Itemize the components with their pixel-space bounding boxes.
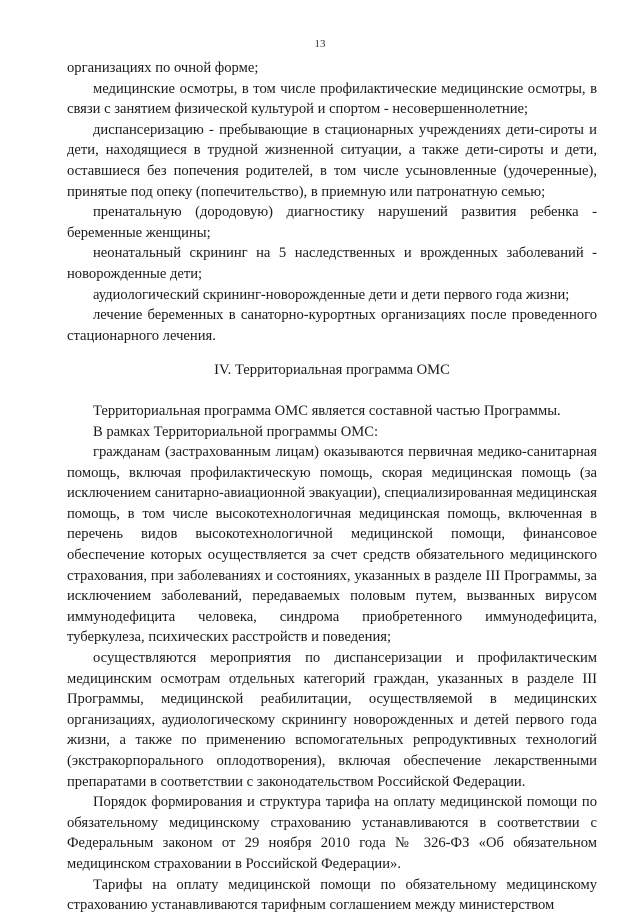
paragraph: Тарифы на оплату медицинской помощи по обязательному медицинскому страхованию устанавливаются тарифным соглашением между министерством xyxy=(67,876,597,914)
paragraph: осуществляются мероприятия по диспансеризации и профилактическим медицинским осмотрам отдельных категорий граждан, указанных в разделе III Программы, медицинской реабилитации, осуществляемой в медицинских организациях, аудиологическому скринингу новорожденных и детей первого года жизни, а также по применению вспомогательных репродуктивных технологий (экстракорпорального оплодотворения), включая обеспечение лекарственными препаратами в соответствии с законодательством Российской Федерации. xyxy=(67,650,597,790)
paragraph: медицинские осмотры, в том числе профилактические медицинские осмотры, в связи с занятием физической культурой и спортом - несовершеннолетние; xyxy=(67,80,597,118)
paragraph: диспансеризацию - пребывающие в стационарных учреждениях дети-сироты и дети, находящиеся в трудной жизненной ситуации, а также дети-сироты и дети, оставшиеся без попечения родителей, в том числе усыновленные (удочеренные), принятые под опеку (попечительство), в приемную или патронатную семью; xyxy=(67,121,597,200)
paragraph: неонатальный скрининг на 5 наследственных и врожденных заболеваний - новорожденные дети; xyxy=(67,245,597,282)
page-number: 13 xyxy=(314,38,326,50)
paragraph: организациях по очной форме; xyxy=(67,60,259,76)
section-heading: IV. Территориальная программа ОМС xyxy=(214,362,450,379)
paragraph: лечение беременных в санаторно-курортных организациях после проведенного стационарного лечения. xyxy=(67,307,597,344)
section-text xyxy=(67,401,597,916)
pre-section-text xyxy=(67,58,597,346)
paragraph: аудиологический скрининг-новорожденные дети и дети первого года жизни; xyxy=(93,286,570,303)
paragraph: Территориальная программа ОМС является составной частью Программы. xyxy=(93,402,561,419)
paragraph: Порядок формирования и структура тарифа на оплату медицинской помощи по обязательному медицинскому страхованию устанавливаются в соответствии с Федеральным законом от 29 ноября 2010 года № 326-ФЗ «Об обязательном медицинском страховании в Российской Федерации». xyxy=(67,794,597,872)
paragraph: гражданам (застрахованным лицам) оказываются первичная медико-санитарная помощь, включая профилактическую помощь, скорая медицинская помощь (за исключением санитарно-авиационной эвакуации), специализированная медицинская помощь, в том числе высокотехнологичная медицинская помощь, включенная в перечень видов высокотехнологичной медицинской помощи, финансовое обеспечение которых осуществляется за счет средств обязательного медицинского страхования, при заболеваниях и состояниях, указанных в разделе III Программы, за исключением заболеваний, передаваемых половым путем, вызванных вирусом иммунодефицита человека, синдрома приобретенного иммунодефицита, туберкулеза, психических расстройств и поведения; xyxy=(67,444,597,646)
paragraph: В рамках Территориальной программы ОМС: xyxy=(93,423,379,440)
paragraph: пренатальную (дородовую) диагностику нарушений развития ребенка - беременные женщины; xyxy=(67,204,597,241)
document-body xyxy=(67,58,597,916)
